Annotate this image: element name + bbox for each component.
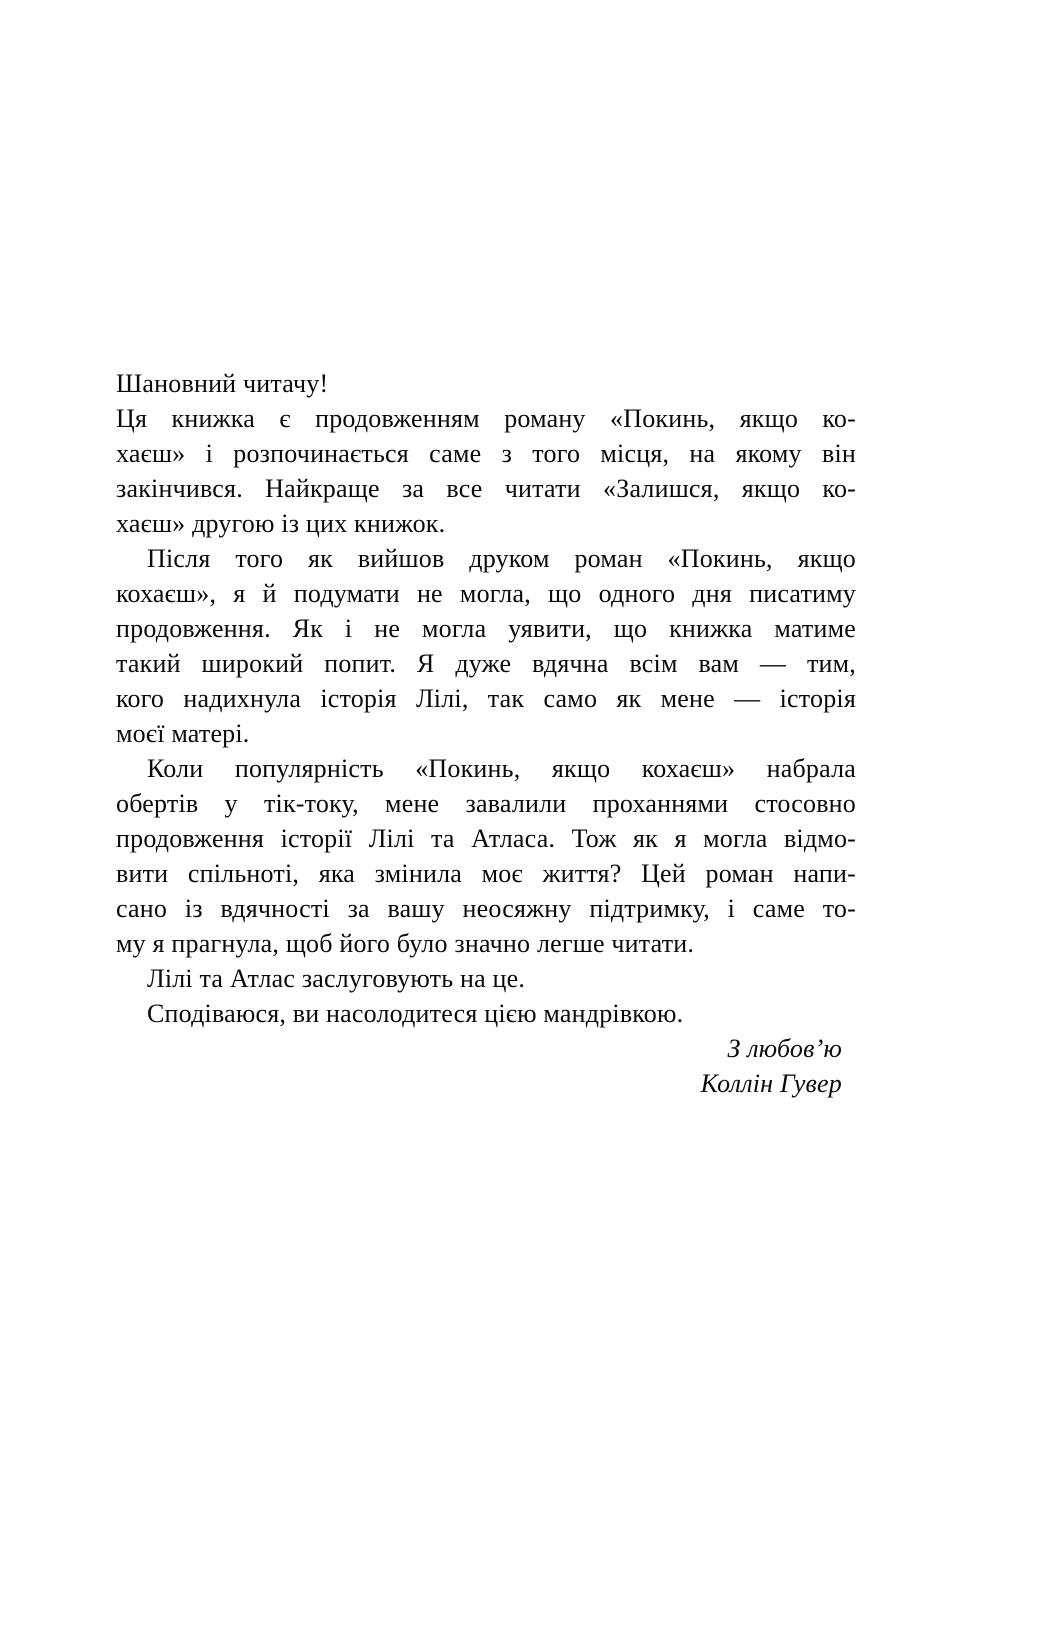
text-line: му я прагнула, щоб його було значно легше читати. [116, 929, 695, 958]
text-line: закінчився. Найкраще за все читати «Залишся, якщо ко- [116, 474, 856, 503]
text-line: Лілі та Атлас заслуговують на це. [147, 964, 526, 993]
signature-closing: З любов’ю [727, 1034, 842, 1063]
text-line: Коли популярність «Покинь, якщо кохаєш» набрала [147, 754, 856, 783]
text-line: сано із вдячності за вашу неосяжну підтримку, і саме то- [116, 894, 856, 923]
text-line: хаєш» і розпочинається саме з того місця, на якому він [116, 439, 856, 468]
text-line: Після того як вийшов друком роман «Покинь, якщо [147, 544, 856, 573]
text-line: хаєш» другою із цих книжок. [116, 509, 446, 538]
text-line: кого надихнула історія Лілі, так само як мене — історія [116, 684, 856, 713]
text-line: кохаєш», я й подумати не могла, що одного дня писатиму [116, 579, 856, 608]
author-letter [116, 366, 856, 1101]
salutation-line: Шановний читачу! [116, 369, 329, 398]
text-line: продовження історії Лілі та Атласа. Тож як я могла відмо- [116, 824, 856, 853]
text-line: Сподіваюся, ви насолодитеся цією мандрівкою. [147, 999, 684, 1028]
text-line: обертів у тік-току, мене завалили проханнями стосовно [116, 789, 856, 818]
text-line: вити спільноті, яка змінила моє життя? Цей роман напи- [116, 859, 856, 888]
signature-author: Коллін Гувер [700, 1069, 842, 1098]
text-line: такий широкий попит. Я дуже вдячна всім вам — тим, [116, 649, 856, 678]
text-line: Ця книжка є продовженням роману «Покинь, якщо ко- [116, 404, 856, 433]
text-line: продовження. Як і не могла уявити, що книжка матиме [116, 614, 856, 643]
text-line: моєї матері. [116, 719, 250, 748]
